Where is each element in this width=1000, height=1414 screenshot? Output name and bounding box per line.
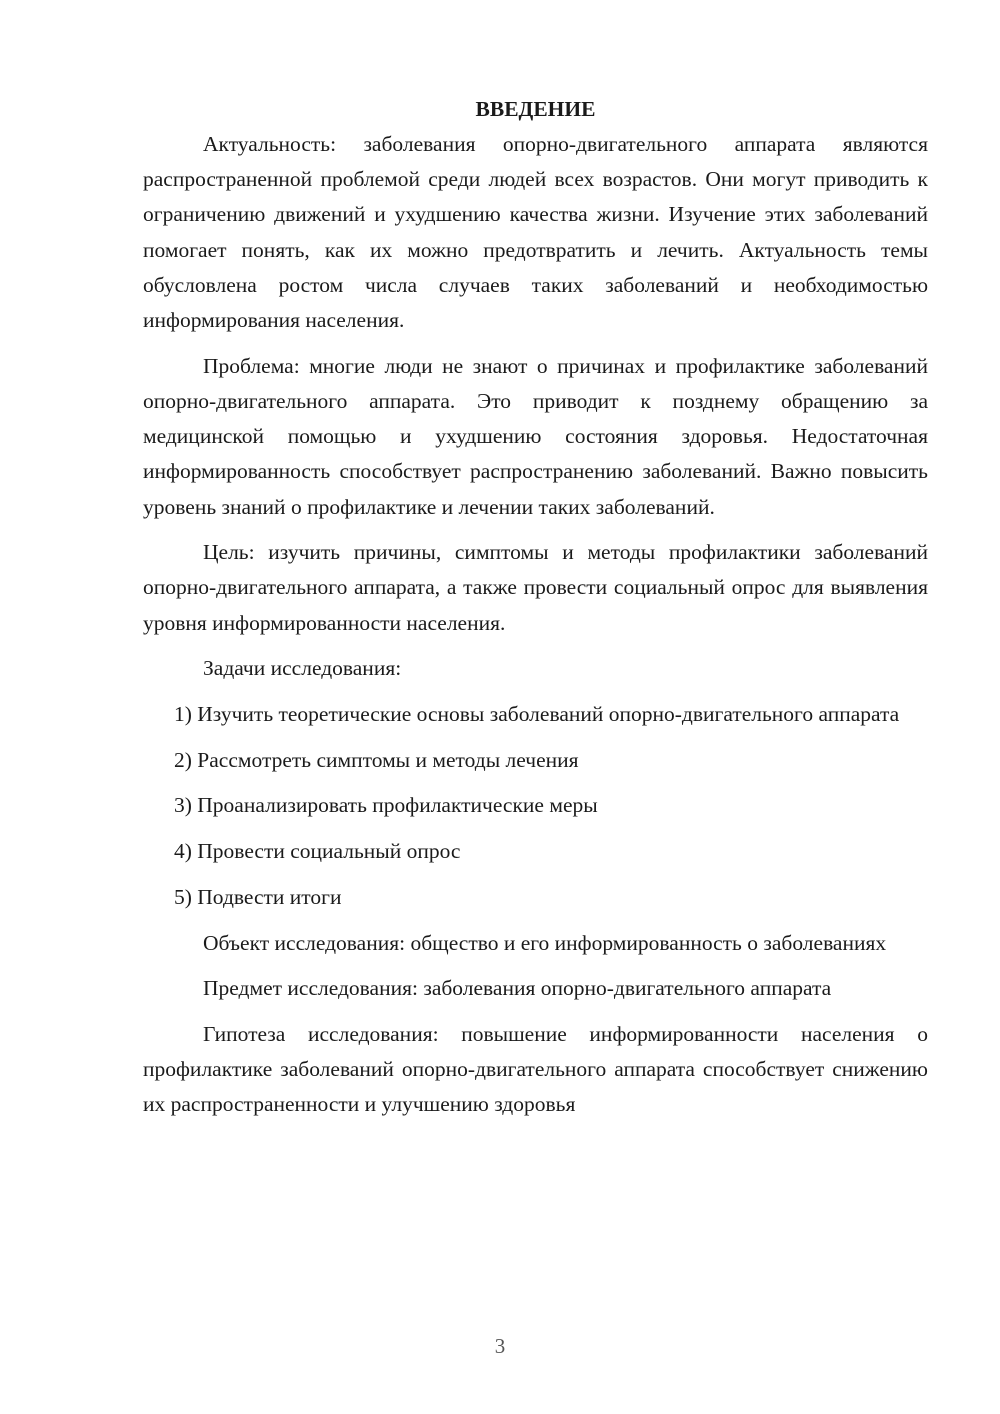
task-item-2: 2) Рассмотреть симптомы и методы лечения [174, 747, 579, 772]
hypothesis-paragraph: Гипотеза исследования: повышение информированности населения о профилактике заболеваний опорно-двигательного аппарата способствует снижению их распространенности и улучшению здоровья [143, 1021, 928, 1117]
subject-paragraph: Предмет исследования: заболевания опорно-двигательного аппарата [203, 976, 832, 1001]
goal-paragraph: Цель: изучить причины, симптомы и методы профилактики заболеваний опорно-двигательного аппарата, а также провести социальный опрос для выявления уровня информированности населения. [143, 540, 928, 635]
task-item-5: 5) Подвести итоги [174, 884, 342, 909]
problem-paragraph: Проблема: многие люди не знают о причинах и профилактике заболеваний опорно-двигательного аппарата. Это приводит к позднему обращению за медицинской помощью и ухудшению состояния здоровья. Недостаточная информированность способствует распространению заболеваний. Важно повысить уровень знаний о профилактике и лечении таких заболеваний. [143, 353, 928, 519]
tasks-heading: Задачи исследования: [203, 656, 402, 681]
page-number: 3 [494, 1334, 506, 1358]
task-item-4: 4) Провести социальный опрос [174, 839, 461, 864]
task-item-1: 1) Изучить теоретические основы заболеваний опорно-двигательного аппарата [174, 702, 900, 727]
document-page [143, 92, 928, 1123]
object-paragraph: Объект исследования: общество и его информированность о заболеваниях [203, 930, 887, 955]
relevance-paragraph: Актуальность: заболевания опорно-двигательного аппарата являются распространенной проблемой среди людей всех возрастов. Они могут приводить к ограничению движений и ухудшению качества жизни. Изучение этих заболеваний помогает понять, как их можно предотвратить и лечить. Актуальность темы обусловлена ростом числа случаев таких заболеваний и необходимостью информирования населения. [143, 132, 928, 333]
task-item-3: 3) Проанализировать профилактические меры [174, 793, 598, 818]
section-heading: ВВЕДЕНИЕ [475, 97, 596, 121]
